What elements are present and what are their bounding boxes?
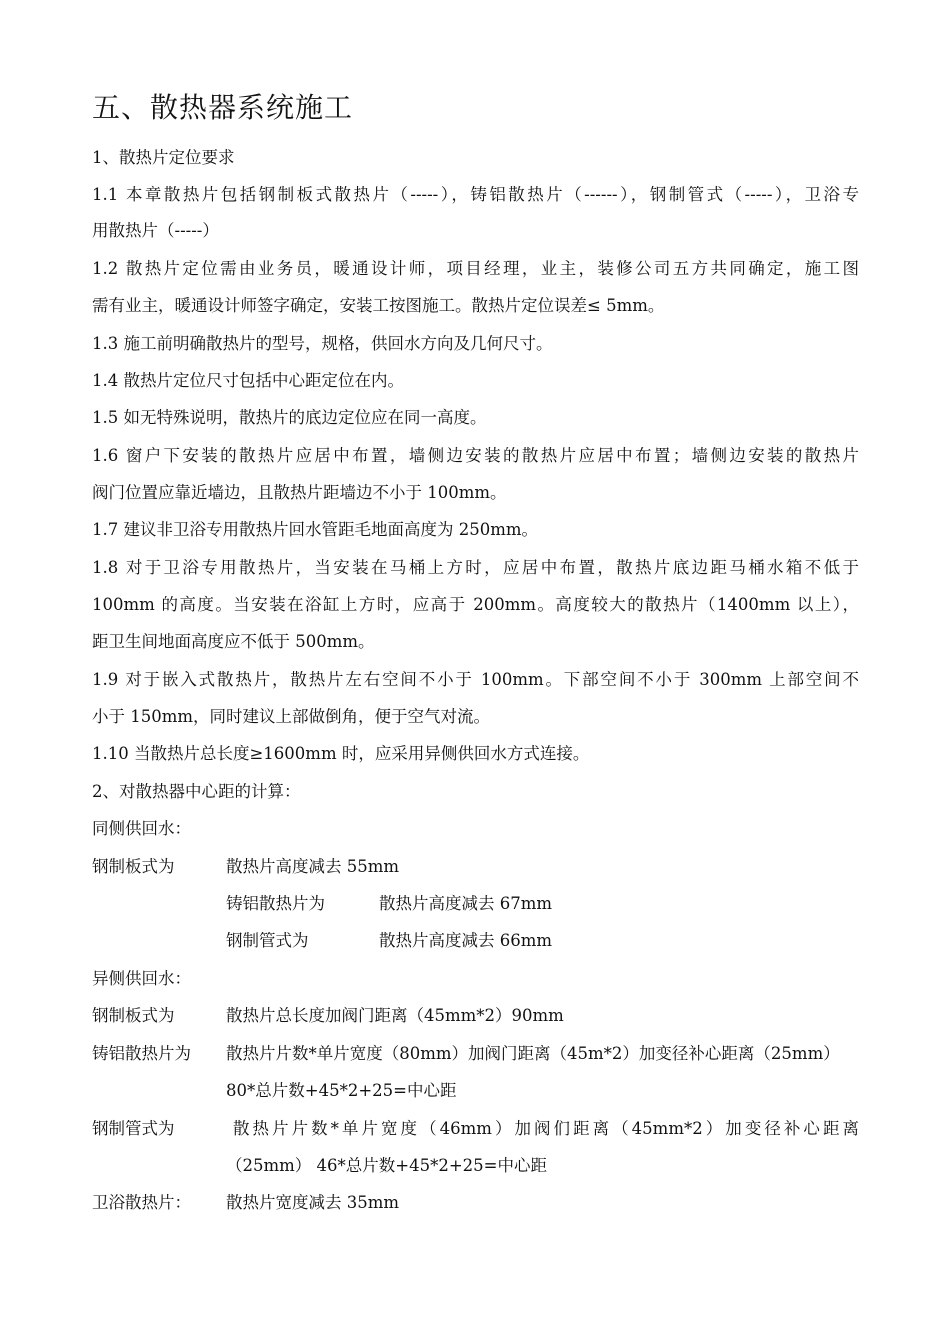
same-side-steel-panel-label: 钢制板式为 — [92, 857, 175, 876]
opposite-side-heading: 异侧供回水： — [92, 969, 191, 988]
bathroom-radiator-label: 卫浴散热片： — [92, 1193, 191, 1212]
same-side-heading: 同侧供回水： — [92, 819, 191, 838]
section-title: 五、散热器系统施工 — [92, 91, 354, 124]
same-side-cast-al-value: 散热片高度减去 67mm — [379, 894, 553, 913]
para-1-10: 1.10 当散热片总长度≥1600mm 时，应采用异侧供回水方式连接。 — [92, 744, 590, 763]
para-1-6-line1: 1.6 窗户下安装的散热片应居中布置，墙侧边安装的散热片应居中布置；墙侧边安装的散热片 — [92, 446, 859, 465]
opposite-side-steel-tube-value-line2: （25mm） 46*总片数+45*2+25=中心距 — [226, 1156, 547, 1175]
para-1-8-line1: 1.8 对于卫浴专用散热片，当安装在马桶上方时，应居中布置，散热片底边距马桶水箱不低于 — [92, 558, 859, 577]
para-1-8-line3: 距卫生间地面高度应不低于 500mm。 — [92, 632, 375, 651]
opposite-side-steel-tube-label: 钢制管式为 — [92, 1119, 175, 1138]
opposite-side-cast-al-label: 铸铝散热片为 — [92, 1044, 191, 1063]
para-1-2-line1: 1.2 散热片定位需由业务员，暖通设计师，项目经理，业主，装修公司五方共同确定，施工图 — [92, 259, 859, 278]
heading-positioning: 1、散热片定位要求 — [92, 148, 235, 167]
opposite-side-cast-al-value-line2: 80*总片数+45*2+25=中心距 — [226, 1081, 457, 1100]
opposite-side-steel-tube-value-line1: 散热片片数*单片宽度（46mm）加阀们距离（45mm*2）加变径补心距离 — [233, 1119, 859, 1138]
para-1-5: 1.5 如无特殊说明，散热片的底边定位应在同一高度。 — [92, 408, 487, 427]
heading-center-distance: 2、对散热器中心距的计算： — [92, 782, 301, 801]
para-1-9-line1: 1.9 对于嵌入式散热片，散热片左右空间不小于 100mm。下部空间不小于 300mm 上部空间不 — [92, 670, 859, 689]
opposite-side-cast-al-value-line1: 散热片片数*单片宽度（80mm）加阀门距离（45m*2）加变径补心距离（25mm） — [226, 1044, 840, 1063]
para-1-1-line2: 用散热片（-----） — [92, 221, 219, 240]
para-1-1-line1: 1.1 本章散热片包括钢制板式散热片（-----），铸铝散热片（------），钢制管式（-----），卫浴专 — [92, 185, 859, 204]
para-1-3: 1.3 施工前明确散热片的型号，规格，供回水方向及几何尺寸。 — [92, 334, 553, 353]
same-side-steel-tube-value: 散热片高度减去 66mm — [379, 931, 553, 950]
opposite-side-steel-panel-label: 钢制板式为 — [92, 1006, 175, 1025]
opposite-side-steel-panel-value: 散热片总长度加阀门距离（45mm*2）90mm — [226, 1006, 564, 1025]
para-1-6-line2: 阀门位置应靠近墙边，且散热片距墙边不小于 100mm。 — [92, 483, 507, 502]
para-1-7: 1.7 建议非卫浴专用散热片回水管距毛地面高度为 250mm。 — [92, 520, 539, 539]
same-side-steel-panel-value: 散热片高度减去 55mm — [226, 857, 400, 876]
same-side-steel-tube-label: 钢制管式为 — [226, 931, 309, 950]
para-1-9-line2: 小于 150mm，同时建议上部做倒角，便于空气对流。 — [92, 707, 491, 726]
para-1-4: 1.4 散热片定位尺寸包括中心距定位在内。 — [92, 371, 404, 390]
bathroom-radiator-value: 散热片宽度减去 35mm — [226, 1193, 400, 1212]
para-1-8-line2: 100mm 的高度。当安装在浴缸上方时，应高于 200mm。高度较大的散热片（1400mm 以上）， — [92, 595, 859, 614]
para-1-2-line2: 需有业主，暖通设计师签字确定，安装工按图施工。散热片定位误差≤ 5mm。 — [92, 296, 665, 315]
same-side-cast-al-label: 铸铝散热片为 — [226, 894, 325, 913]
